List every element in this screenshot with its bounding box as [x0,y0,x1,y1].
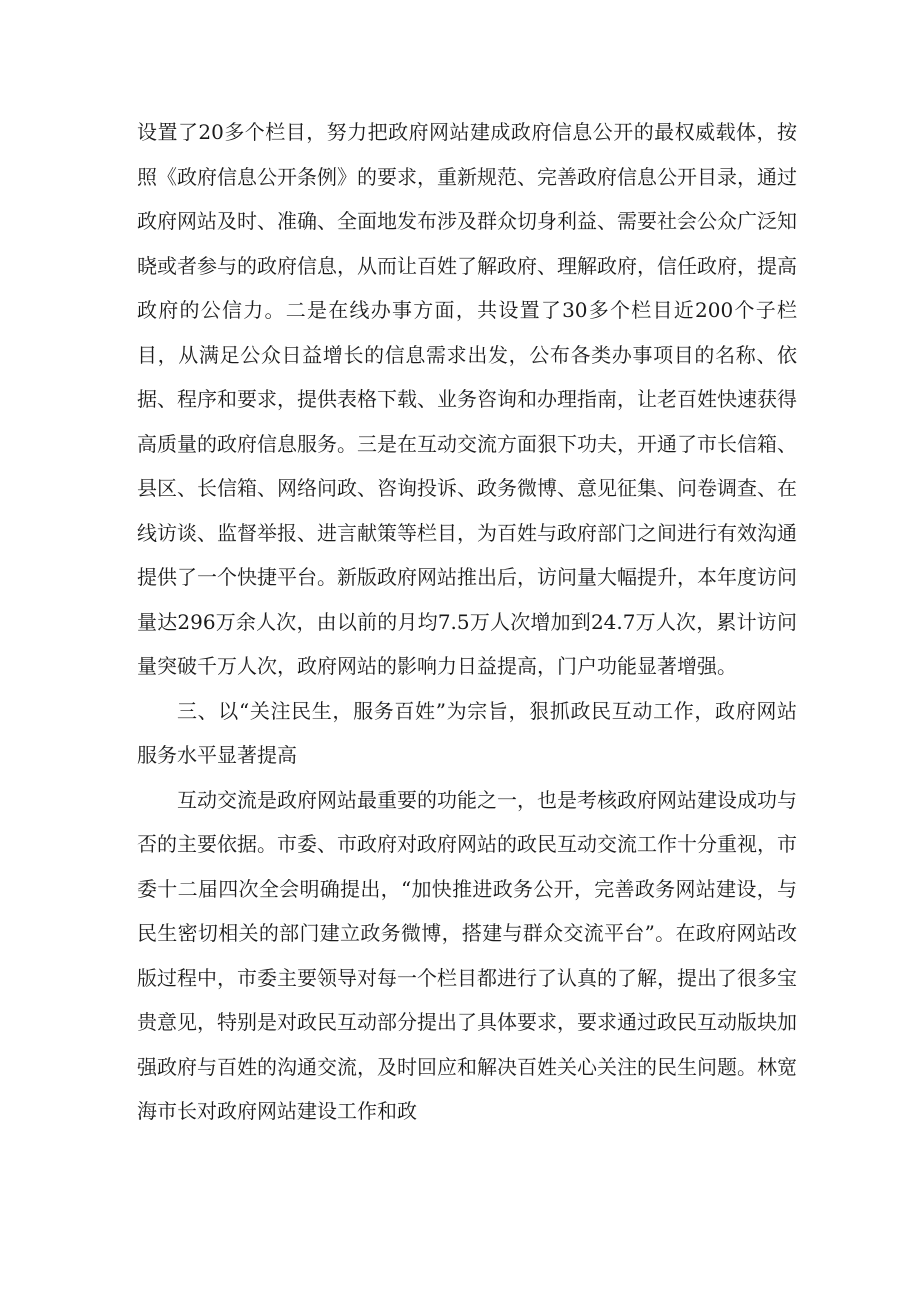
section-heading: 三、以“关注民生，服务百姓”为宗旨，狠抓政民互动工作，政府网站服务水平显著提高 [137,698,797,767]
paragraph-continuation: 设置了20多个栏目，努力把政府网站建成政府信息公开的最权威载体，按照《政府信息公开条例》的要求，重新规范、完善政府信息公开目录，通过政府网站及时、准确、全面地发布涉及群众切身利益、需要社会公众广泛知晓或者参与的政府信息，从而让百姓了解政府、理解政府，信任政府，提高政府的公信力。二是在线办事方面，共设置了30多个栏目近200个子栏目，从满足公众日益增长的信息需求出发，公布各类办事项目的名称、依据、程序和要求，提供表格下载、业务咨询和办理指南，让老百姓快速获得高质量的政府信息服务。三是在互动交流方面狠下功夫，开通了市长信箱、县区、长信箱、网络问政、咨询投诉、政务微博、意见征集、问卷调查、在线访谈、监督举报、进言献策等栏目，为百姓与政府部门之间进行有效沟通提供了一个快捷平台。新版政府网站推出后，访问量大幅提升，本年度访问量达296万余人次，由以前的月均7.5万人次增加到24.7万人次，累计访问量突破千万人次，政府网站的影响力日益提高，门户功能显著增强。 [137,120,797,678]
paragraph-interaction: 互动交流是政府网站最重要的功能之一，也是考核政府网站建设成功与否的主要依据。市委、市政府对政府网站的政民互动交流工作十分重视，市委十二届四次全会明确提出，“加快推进政务公开，完善政务网站建设，与民生密切相关的部门建立政务微博，搭建与群众交流平台”。在政府网站改版过程中，市委主要领导对每一个栏目都进行了认真的了解，提出了很多宝贵意见，特别是对政民互动部分提出了具体要求，要求通过政民互动版块加强政府与百姓的沟通交流，及时回应和解决百姓关心关注的民生问题。林宽海市长对政府网站建设工作和政 [137,787,797,1123]
document-body [137,110,797,1134]
